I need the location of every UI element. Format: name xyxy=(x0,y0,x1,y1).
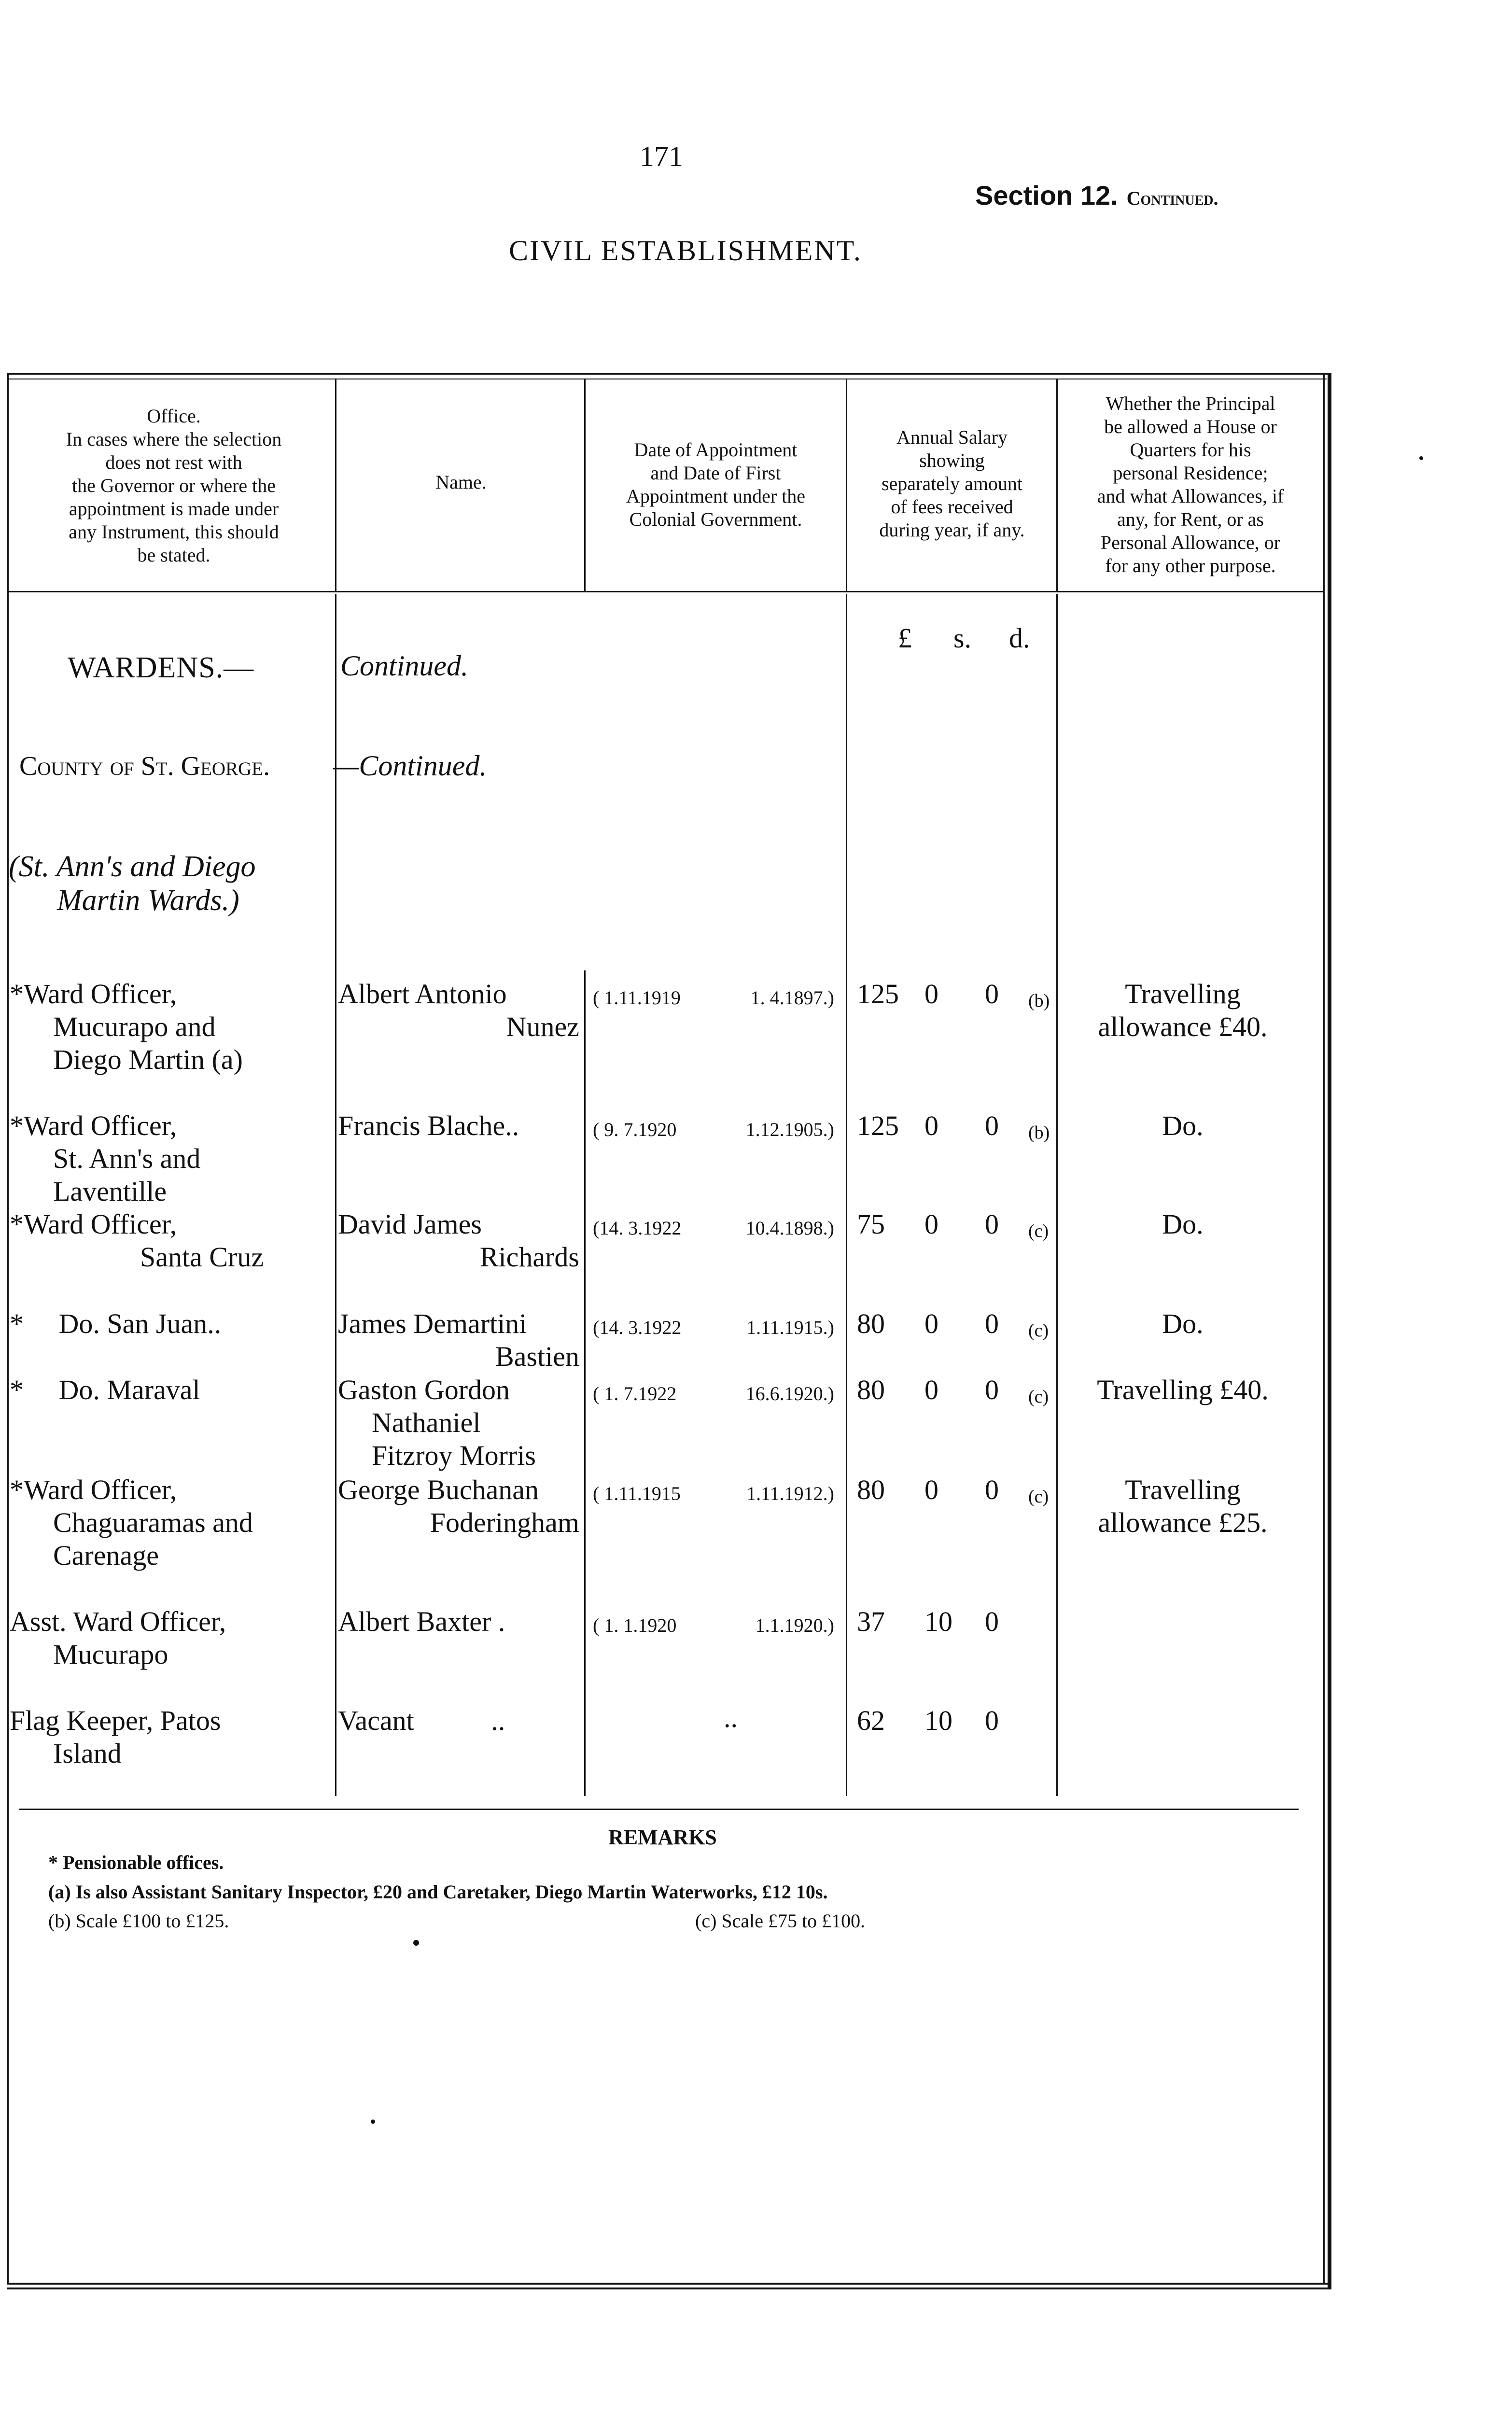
col-sep-4 xyxy=(1056,379,1058,592)
office-line: Chaguaramas and xyxy=(53,1507,253,1538)
table-left-border xyxy=(7,373,9,2285)
date-first-appointment: .. xyxy=(724,1702,738,1733)
name-cell xyxy=(338,1208,579,1274)
office-cell xyxy=(10,1704,332,1770)
header-office: Office. In cases where the selection does not rest with the Governor or where the appointment is made under any Instrument, this should be stated. xyxy=(66,405,282,566)
remarks-rule xyxy=(19,1809,1299,1810)
group-heading: WARDENS.— xyxy=(68,651,254,684)
date-first-appointment: 1. 4.1897.) xyxy=(750,987,834,1009)
office-line: * Do. San Juan.. xyxy=(10,1308,222,1339)
wards-subheading: (St. Ann's and Diego Martin Wards.) xyxy=(9,850,256,917)
office-line: St. Ann's and xyxy=(53,1143,201,1174)
table-right-border-outer xyxy=(1328,373,1331,2289)
group-heading-continued: Continued. xyxy=(340,650,468,682)
allowance-line: Do. xyxy=(1162,1308,1204,1339)
name-line: Richards xyxy=(479,1241,579,1273)
col-sep-3b xyxy=(846,594,847,1796)
name-line: Albert Antonio xyxy=(338,978,507,1010)
allowance-cell xyxy=(1060,1374,1306,1406)
salary-pounds: 125 xyxy=(857,978,899,1010)
col-sep-2 xyxy=(584,379,586,592)
salary-pence: 0 xyxy=(985,1474,999,1505)
salary-pounds: 75 xyxy=(857,1208,885,1240)
office-line: Asst. Ward Officer, xyxy=(10,1606,226,1637)
office-line: Mucurapo xyxy=(53,1639,168,1670)
salary-pounds: 125 xyxy=(857,1110,899,1141)
salary-footnote-ref: (b) xyxy=(1028,991,1050,1011)
allowance-cell xyxy=(1060,978,1306,1043)
name-line: James Demartini xyxy=(338,1308,527,1339)
salary-pence: 0 xyxy=(985,1374,999,1405)
name-line: Foderingham xyxy=(430,1507,579,1538)
name-line: Nunez xyxy=(506,1011,579,1042)
salary-shillings: 10 xyxy=(924,1606,952,1637)
page-title: CIVIL ESTABLISHMENT. xyxy=(509,235,862,267)
name-cell xyxy=(338,1474,579,1539)
allowance-line: Travelling xyxy=(1125,978,1241,1010)
salary-pounds: 80 xyxy=(857,1308,885,1339)
salary-pounds: 80 xyxy=(857,1374,885,1405)
name-line: George Buchanan xyxy=(338,1474,539,1505)
office-cell xyxy=(10,1208,332,1274)
office-cell xyxy=(10,1605,332,1671)
table-bottom-border xyxy=(7,2283,1331,2285)
name-line: David James xyxy=(338,1208,482,1240)
header-rule xyxy=(7,591,1325,592)
name-cell xyxy=(338,1374,579,1472)
col-sep-1 xyxy=(335,379,336,592)
office-line: Island xyxy=(53,1738,122,1769)
salary-pence: 0 xyxy=(985,1308,999,1339)
remark-note-b: (b) Scale £100 to £125. xyxy=(48,1910,229,1932)
allowance-line: Travelling £40. xyxy=(1097,1374,1269,1405)
office-cell xyxy=(10,1474,332,1572)
office-line: Mucurapo and xyxy=(53,1011,216,1042)
office-line: *Ward Officer, xyxy=(10,1474,177,1505)
office-cell xyxy=(10,978,332,1076)
salary-pence: 0 xyxy=(985,1705,999,1736)
salary-pounds: 62 xyxy=(857,1705,885,1736)
salary-pounds: 80 xyxy=(857,1474,885,1505)
shillings-unit: s. xyxy=(953,622,972,654)
name-line: Francis Blache.. xyxy=(338,1110,519,1141)
header-date: Date of Appointment and Date of First Appointment under the Colonial Government. xyxy=(626,439,806,530)
header-name: Name. xyxy=(435,471,487,493)
ink-dot xyxy=(1419,456,1423,460)
name-line: Bastien xyxy=(495,1341,579,1372)
salary-footnote-ref: (c) xyxy=(1028,1221,1049,1241)
office-line: Diego Martin (a) xyxy=(53,1044,243,1075)
county-heading: County of St. George. xyxy=(19,751,270,781)
date-appointed: ( 1.11.1915 xyxy=(593,1483,681,1504)
salary-shillings: 0 xyxy=(924,1110,938,1141)
office-line: Laventille xyxy=(53,1176,167,1207)
remark-note-a: (a) Is also Assistant Sanitary Inspector, £20 and Caretaker, Diego Martin Waterworks, £12 10s. xyxy=(48,1881,828,1903)
allowance-line: Do. xyxy=(1162,1208,1204,1240)
allowance-line: Travelling xyxy=(1125,1474,1241,1505)
table-top-border xyxy=(7,373,1330,375)
name-cell xyxy=(338,1605,579,1638)
office-line: *Ward Officer, xyxy=(10,1208,177,1240)
date-appointed: (14. 3.1922 xyxy=(593,1217,682,1239)
allowance-line: allowance £40. xyxy=(1098,1011,1268,1042)
name-line: Nathaniel xyxy=(372,1407,481,1438)
allowance-cell xyxy=(1060,1109,1306,1142)
salary-footnote-ref: (b) xyxy=(1028,1123,1050,1143)
allowance-cell xyxy=(1060,1208,1306,1241)
salary-pence: 0 xyxy=(985,1110,999,1141)
remark-pensionable: * Pensionable offices. xyxy=(48,1852,224,1873)
salary-shillings: 10 xyxy=(924,1705,952,1736)
ink-dot xyxy=(413,1940,419,1946)
allowance-line: Do. xyxy=(1162,1110,1204,1141)
date-appointed: ( 1. 1.1920 xyxy=(593,1614,677,1636)
section-continued: Continued. xyxy=(1126,187,1218,209)
salary-footnote-ref: (c) xyxy=(1028,1487,1049,1507)
office-line: * Do. Maraval xyxy=(10,1374,200,1405)
county-heading-continued: —Continued. xyxy=(333,750,487,782)
date-appointed: ( 1.11.1919 xyxy=(593,987,681,1009)
remark-note-c: (c) Scale £75 to £100. xyxy=(695,1910,866,1932)
salary-footnote-ref: (c) xyxy=(1028,1387,1049,1407)
name-line: Gaston Gordon xyxy=(338,1374,510,1405)
name-cell xyxy=(338,1307,579,1373)
salary-pounds: 37 xyxy=(857,1606,885,1637)
date-first-appointment: 10.4.1898.) xyxy=(745,1217,834,1239)
office-cell xyxy=(10,1109,332,1208)
date-appointed: (14. 3.1922 xyxy=(593,1317,682,1338)
pounds-unit: £ xyxy=(898,622,912,654)
salary-shillings: 0 xyxy=(924,978,938,1010)
office-line: Santa Cruz xyxy=(140,1241,264,1273)
table-bottom-border-outer xyxy=(7,2288,1331,2289)
remarks-title: REMARKS xyxy=(608,1825,717,1849)
name-line: Albert Baxter . xyxy=(338,1606,505,1637)
header-allowance: Whether the Principal be allowed a House or Quarters for his personal Residence; and what Allowances, if any, for Rent, or as Personal Allowance, or for any other purpose. xyxy=(1097,393,1284,576)
name-line: Fitzroy Morris xyxy=(372,1440,536,1471)
allowance-cell xyxy=(1060,1474,1306,1539)
salary-pence: 0 xyxy=(985,978,999,1010)
office-cell xyxy=(10,1307,332,1340)
salary-pence: 0 xyxy=(985,1208,999,1240)
col-sep-3 xyxy=(846,379,847,592)
office-cell xyxy=(10,1374,332,1406)
section-label xyxy=(975,180,1218,211)
table-right-border xyxy=(1323,373,1325,2285)
allowance-cell xyxy=(1060,1307,1306,1340)
col-sep-2b xyxy=(584,970,586,1796)
pence-unit: d. xyxy=(1009,622,1030,654)
name-line: Vacant .. xyxy=(338,1705,505,1736)
date-first-appointment: 16.6.1920.) xyxy=(745,1383,834,1404)
salary-shillings: 0 xyxy=(924,1474,938,1505)
page-number: 171 xyxy=(640,140,683,172)
salary-footnote-ref: (c) xyxy=(1028,1320,1049,1341)
office-line: Flag Keeper, Patos xyxy=(10,1705,221,1736)
col-sep-4b xyxy=(1056,594,1058,1796)
header-salary: Annual Salary showing separately amount of fees received during year, if any. xyxy=(879,426,1025,541)
date-first-appointment: 1.11.1912.) xyxy=(746,1483,834,1504)
name-cell xyxy=(338,1109,579,1142)
date-first-appointment: 1.1.1920.) xyxy=(755,1614,834,1636)
office-line: *Ward Officer, xyxy=(10,978,177,1010)
name-cell xyxy=(338,1704,579,1737)
date-appointed: ( 1. 7.1922 xyxy=(593,1383,677,1404)
date-first-appointment: 1.12.1905.) xyxy=(745,1119,834,1140)
date-appointed: ( 9. 7.1920 xyxy=(593,1119,677,1140)
office-line: Carenage xyxy=(53,1540,159,1571)
currency-units xyxy=(898,622,1064,654)
salary-pence: 0 xyxy=(985,1606,999,1637)
ink-dot xyxy=(371,2119,375,2124)
allowance-line: allowance £25. xyxy=(1098,1507,1268,1538)
name-cell xyxy=(338,978,579,1043)
office-line: *Ward Officer, xyxy=(10,1110,177,1141)
date-first-appointment: 1.11.1915.) xyxy=(746,1317,834,1338)
section-number: Section 12. xyxy=(975,180,1118,211)
salary-shillings: 0 xyxy=(924,1208,938,1240)
salary-shillings: 0 xyxy=(924,1308,938,1339)
salary-shillings: 0 xyxy=(924,1374,938,1405)
